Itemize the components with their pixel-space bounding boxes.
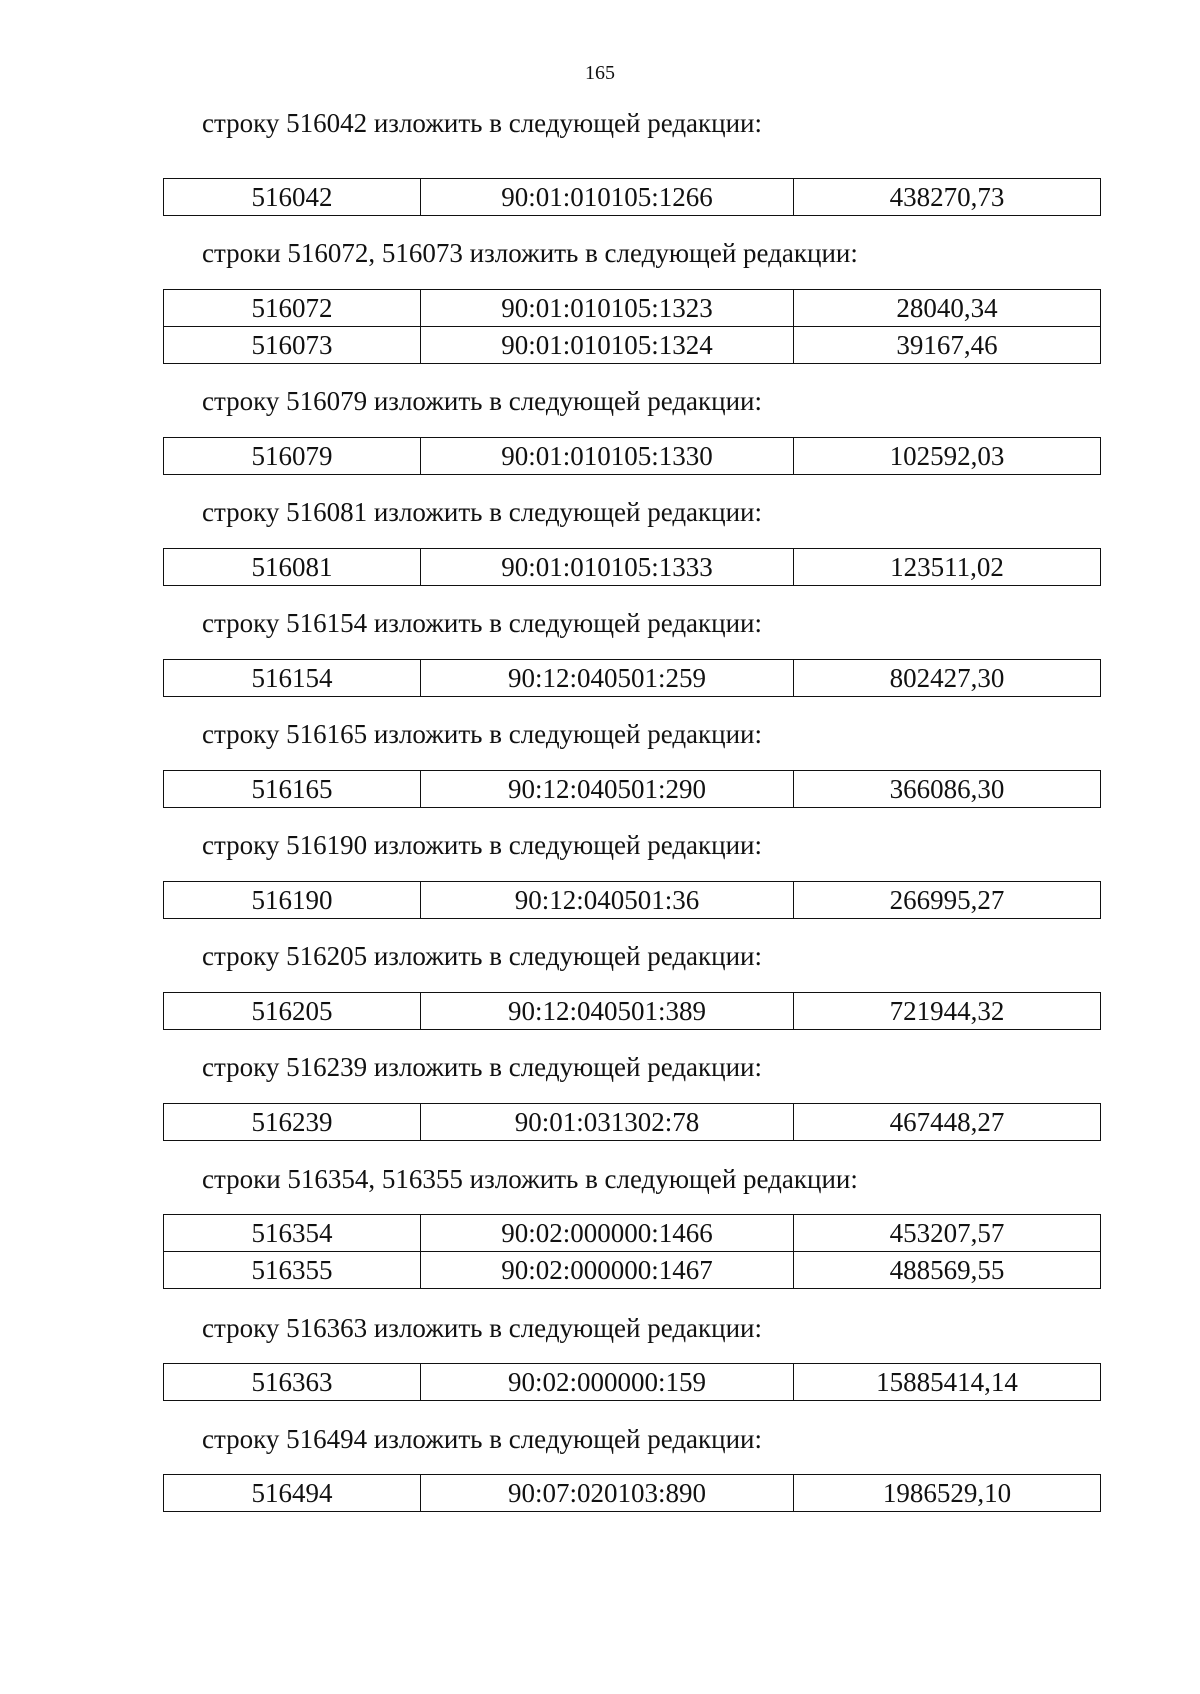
amendment-table [163,289,1101,364]
row-number-cell: 516165 [164,771,421,808]
value-cell: 438270,73 [794,179,1101,216]
row-number-cell: 516355 [164,1252,421,1289]
cadastral-number-cell: 90:01:010105:1333 [421,549,794,586]
value-cell: 467448,27 [794,1104,1101,1141]
table-row [164,1475,1101,1512]
row-number-cell: 516190 [164,882,421,919]
cadastral-number-cell: 90:01:010105:1266 [421,179,794,216]
value-cell: 453207,57 [794,1215,1101,1252]
row-number-cell: 516042 [164,179,421,216]
amendment-table [163,1214,1101,1289]
cadastral-number-cell: 90:02:000000:159 [421,1364,794,1401]
cadastral-number-cell: 90:12:040501:389 [421,993,794,1030]
section-intro: строку 516081 изложить в следующей редакции: [202,497,763,527]
section-intro: строку 516165 изложить в следующей редакции: [202,719,763,749]
value-cell: 802427,30 [794,660,1101,697]
table-row [164,1104,1101,1141]
section-intro: строку 516042 изложить в следующей редакции: [202,108,763,138]
cadastral-number-cell: 90:02:000000:1467 [421,1252,794,1289]
table-row [164,1364,1101,1401]
amendment-table [163,1474,1101,1512]
row-number-cell: 516081 [164,549,421,586]
section-intro: строки 516072, 516073 изложить в следующей редакции: [202,238,858,268]
table-row [164,882,1101,919]
row-number-cell: 516239 [164,1104,421,1141]
amendment-table [163,881,1101,919]
cadastral-number-cell: 90:12:040501:290 [421,771,794,808]
table-row [164,549,1101,586]
row-number-cell: 516494 [164,1475,421,1512]
table-row [164,327,1101,364]
table-row [164,660,1101,697]
cadastral-number-cell: 90:12:040501:259 [421,660,794,697]
table-row [164,438,1101,475]
section-intro: строку 516494 изложить в следующей редакции: [202,1424,763,1454]
value-cell: 488569,55 [794,1252,1101,1289]
row-number-cell: 516073 [164,327,421,364]
amendment-table [163,659,1101,697]
table-row [164,1215,1101,1252]
table-row [164,993,1101,1030]
value-cell: 28040,34 [794,290,1101,327]
cadastral-number-cell: 90:01:031302:78 [421,1104,794,1141]
cadastral-number-cell: 90:01:010105:1324 [421,327,794,364]
section-intro: строку 516239 изложить в следующей редакции: [202,1052,763,1082]
table-row [164,179,1101,216]
section-intro: строку 516079 изложить в следующей редакции: [202,386,763,416]
value-cell: 15885414,14 [794,1364,1101,1401]
table-row [164,290,1101,327]
value-cell: 102592,03 [794,438,1101,475]
value-cell: 39167,46 [794,327,1101,364]
page-number: 165 [585,62,615,84]
cadastral-number-cell: 90:07:020103:890 [421,1475,794,1512]
amendment-table [163,437,1101,475]
amendment-table [163,548,1101,586]
amendment-table [163,1363,1101,1401]
section-intro: строку 516363 изложить в следующей редакции: [202,1313,763,1343]
amendment-table [163,178,1101,216]
value-cell: 1986529,10 [794,1475,1101,1512]
row-number-cell: 516363 [164,1364,421,1401]
row-number-cell: 516079 [164,438,421,475]
section-intro: строку 516205 изложить в следующей редакции: [202,941,763,971]
table-row [164,771,1101,808]
section-intro: строку 516154 изложить в следующей редакции: [202,608,763,638]
row-number-cell: 516072 [164,290,421,327]
row-number-cell: 516154 [164,660,421,697]
value-cell: 721944,32 [794,993,1101,1030]
amendment-table [163,1103,1101,1141]
amendment-table [163,992,1101,1030]
row-number-cell: 516354 [164,1215,421,1252]
cadastral-number-cell: 90:12:040501:36 [421,882,794,919]
amendment-table [163,770,1101,808]
section-intro: строки 516354, 516355 изложить в следующей редакции: [202,1164,858,1194]
value-cell: 366086,30 [794,771,1101,808]
row-number-cell: 516205 [164,993,421,1030]
value-cell: 266995,27 [794,882,1101,919]
section-intro: строку 516190 изложить в следующей редакции: [202,830,763,860]
cadastral-number-cell: 90:02:000000:1466 [421,1215,794,1252]
cadastral-number-cell: 90:01:010105:1330 [421,438,794,475]
value-cell: 123511,02 [794,549,1101,586]
table-row [164,1252,1101,1289]
cadastral-number-cell: 90:01:010105:1323 [421,290,794,327]
